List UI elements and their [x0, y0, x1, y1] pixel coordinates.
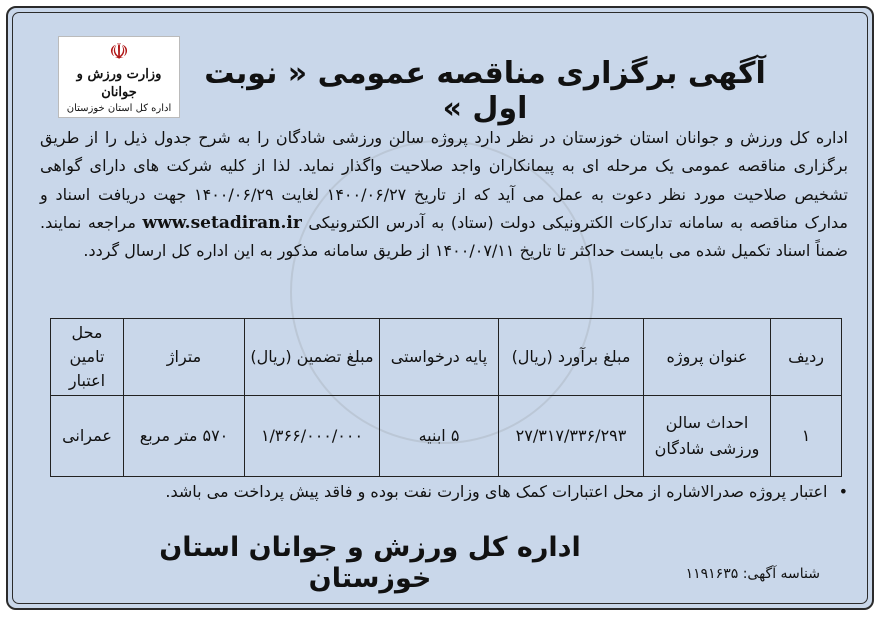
ad-body — [40, 124, 848, 265]
table-header-row — [51, 319, 842, 396]
funding-note-text: اعتبار پروژه صدرالاشاره از محل اعتبارات کمک های وزارت نفت بوده و فاقد پیش پرداخت می باشد. — [165, 482, 828, 501]
ad-body-part2: مراجعه نمایند. ضمناً اسناد تکمیل شده می بایست حداکثر تا تاریخ ۱۴۰۰/۰۷/۱۱ از طریق سامانه مذکور به این اداره کل ارسال گردد. — [40, 212, 848, 261]
tender-table — [50, 318, 842, 477]
col-header-row-number: ردیف — [771, 319, 842, 396]
logo-office-name: اداره کل استان خوزستان — [66, 103, 172, 114]
ad-body-part1: اداره کل ورزش و جوانان استان خوزستان در نظر دارد پروژه سالن ورزشی شادگان را به شرح جدول ذیل را از طریق برگزاری مناقصه عمومی یک مرحله ای به پیمانکاران واجد صلاحیت واگذار نماید. لذا از کلیه شرکت های دارای گواهی تشخیص صلاحیت مورد نظر دعوت به عمل می آید که از تاریخ ۱۴۰۰/۰۶/۲۷ لغایت ۱۴۰۰/۰۶/۲۹ جهت دریافت اسناد و مدارک مناقصه به سامانه تدارکات الکترونیکی دولت (ستاد) به آدرس الکترونیکی — [40, 128, 849, 232]
issuer-signature: اداره کل ورزش و جوانان استان خوزستان — [159, 532, 581, 594]
cell-row-number: ۱ — [771, 396, 842, 477]
ministry-logo — [58, 36, 180, 118]
logo-ministry-name: وزارت ورزش و جوانان — [76, 67, 162, 100]
bullet-icon: • — [838, 482, 848, 501]
col-header-project-title: عنوان پروژه — [644, 319, 771, 396]
ad-id-value: ۱۱۹۱۶۳۵ — [685, 566, 739, 582]
cell-project-title: احداث سالن ورزشی شادگان — [644, 396, 771, 477]
iran-emblem-icon: ☫ — [109, 40, 129, 65]
col-header-grade: پایه درخواستی — [380, 319, 499, 396]
cell-guarantee: ۱/۳۶۶/۰۰۰/۰۰۰ — [245, 396, 380, 477]
cell-area: ۵۷۰ متر مربع — [124, 396, 245, 477]
col-header-area: متراژ — [124, 319, 245, 396]
table-row — [51, 396, 842, 477]
cell-estimate: ۲۷/۳۱۷/۳۳۶/۲۹۳ — [499, 396, 644, 477]
col-header-funding-source: محل تامین اعتبار — [51, 319, 124, 396]
ad-id — [686, 566, 820, 582]
cell-grade: ۵ ابنیه — [380, 396, 499, 477]
cell-funding-source: عمرانی — [51, 396, 124, 477]
col-header-guarantee: مبلغ تضمین (ریال) — [245, 319, 380, 396]
col-header-estimate: مبلغ برآورد (ریال) — [499, 319, 644, 396]
funding-note — [40, 482, 848, 501]
ad-title: آگهی برگزاری مناقصه عمومی « نوبت اول » — [204, 56, 766, 126]
website-link[interactable]: www.setadiran.ir — [142, 212, 302, 233]
ad-id-label: شناسه آگهی: — [742, 566, 820, 582]
